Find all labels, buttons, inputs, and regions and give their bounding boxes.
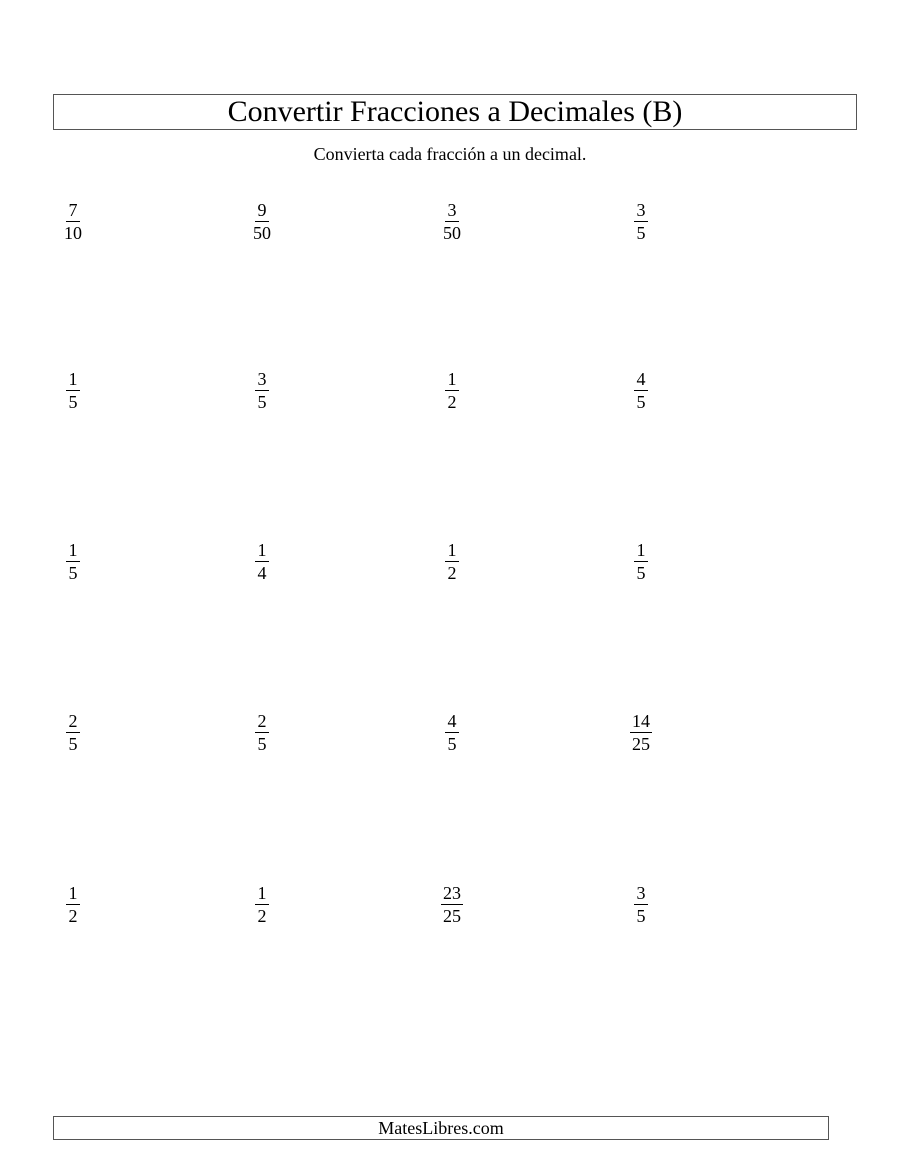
fraction-problem [62,201,84,242]
fraction-numerator: 1 [66,541,80,562]
fraction-problem [634,541,648,582]
fraction-numerator: 3 [255,370,269,391]
fraction-numerator: 1 [255,541,269,562]
fraction-numerator: 1 [255,884,269,905]
fraction-denominator: 5 [68,392,78,412]
fraction-numerator: 1 [445,541,459,562]
fraction-numerator: 4 [445,712,459,733]
fraction-numerator: 1 [66,884,80,905]
fraction-denominator: 10 [64,223,82,243]
fraction-denominator: 5 [636,223,646,243]
fraction-problem [66,541,80,582]
fraction-denominator: 50 [443,223,461,243]
fraction-denominator: 5 [447,734,457,754]
fraction-denominator: 25 [632,734,650,754]
fraction-numerator: 4 [634,370,648,391]
fraction-problem [255,712,269,753]
footer-box [53,1116,829,1140]
fraction-problem [255,541,269,582]
fraction-numerator: 14 [632,711,650,731]
footer-site: MatesLibres.com [378,1118,504,1138]
fraction-numerator: 3 [634,884,648,905]
fraction-denominator: 50 [253,223,271,243]
fraction-problem [634,201,648,242]
fraction-numerator: 1 [445,370,459,391]
fraction-problem [445,370,459,411]
fraction-numerator: 1 [634,541,648,562]
fraction-numerator: 1 [66,370,80,391]
fraction-denominator: 2 [68,906,78,926]
worksheet-title: Convertir Fracciones a Decimales (B) [227,95,683,128]
fraction-denominator: 5 [636,563,646,583]
fraction-denominator: 5 [68,734,78,754]
fraction-problem [445,541,459,582]
worksheet-instructions: Convierta cada fracción a un decimal. [313,144,587,164]
fraction-problem [445,712,459,753]
fraction-denominator: 5 [257,392,267,412]
fraction-problem [66,712,80,753]
fraction-numerator: 7 [66,201,80,222]
fraction-numerator: 3 [634,201,648,222]
fraction-denominator: 4 [257,563,267,583]
fraction-denominator: 5 [68,563,78,583]
fraction-problem [634,370,648,411]
fraction-denominator: 25 [443,906,461,926]
fraction-problem [255,370,269,411]
fraction-denominator: 5 [257,734,267,754]
fraction-denominator: 2 [257,906,267,926]
fraction-problem [634,884,648,925]
fraction-problem [630,712,652,753]
fraction-numerator: 9 [255,201,269,222]
fraction-denominator: 2 [447,392,457,412]
fraction-problem [255,884,269,925]
fraction-denominator: 5 [636,392,646,412]
fraction-numerator: 3 [445,201,459,222]
fraction-denominator: 5 [636,906,646,926]
fraction-problem [66,884,80,925]
fraction-numerator: 2 [255,712,269,733]
fraction-problem [441,884,463,925]
fraction-problem [66,370,80,411]
fraction-problem [251,201,273,242]
fraction-numerator: 23 [443,883,461,903]
fraction-denominator: 2 [447,563,457,583]
fraction-problem [441,201,463,242]
fraction-numerator: 2 [66,712,80,733]
